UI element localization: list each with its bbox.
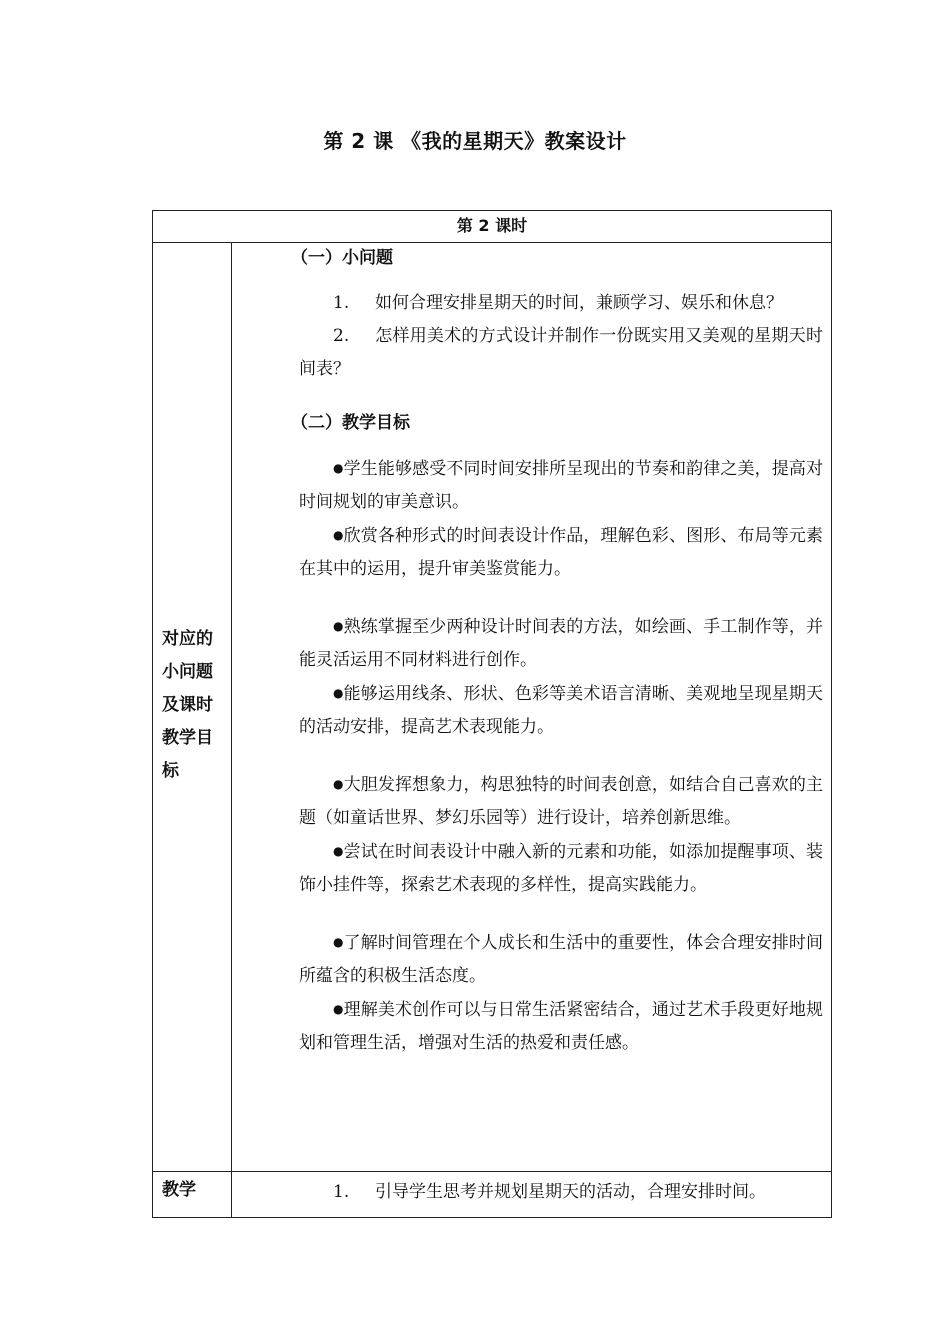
- question-number: 1.: [333, 293, 350, 313]
- question-text: 如何合理安排星期天的时间，兼顾学习、娱乐和休息？: [375, 293, 783, 313]
- goal-text: 理解美术创作可以与日常生活紧密结合，通过艺术手段更好地规划和管理生活，增强对生活的热爱和责任感。: [299, 1000, 823, 1053]
- bullet-icon: ●: [333, 461, 344, 475]
- row-label-objectives: 对应的小问题及课时教学目标: [162, 629, 213, 781]
- table-header-lesson-period: 第 2 课时: [153, 211, 831, 243]
- question-text: 怎样用美术的方式设计并制作一份既实用又美观的星期天时间表？: [299, 326, 823, 379]
- objectives-cell: [291, 243, 823, 1060]
- bullet-icon: ●: [333, 935, 344, 949]
- teaching-item: [299, 1177, 823, 1207]
- bullet-icon: ●: [333, 777, 344, 791]
- bullet-icon: ●: [333, 619, 344, 633]
- section-title-questions: （一）小问题: [291, 248, 393, 268]
- bullet-icon: ●: [333, 844, 344, 858]
- goal-item: [299, 768, 823, 835]
- goal-item: [299, 610, 823, 677]
- question-number: 2.: [333, 326, 350, 346]
- bullet-icon: ●: [333, 686, 344, 700]
- goal-text: 熟练掌握至少两种设计时间表的方法，如绘画、手工制作等，并能灵活运用不同材料进行创作。: [299, 617, 823, 670]
- question-item: [299, 320, 823, 386]
- goal-text: 学生能够感受不同时间安排所呈现出的节奏和韵律之美，提高对时间规划的审美意识。: [299, 459, 823, 512]
- goal-item: [299, 677, 823, 744]
- teaching-text: 引导学生思考并规划星期天的活动，合理安排时间。: [375, 1182, 766, 1202]
- row-label-teaching: 教学: [162, 1180, 196, 1200]
- bullet-icon: ●: [333, 1002, 344, 1016]
- goal-text: 能够运用线条、形状、色彩等美术语言清晰、美观地呈现星期天的活动安排，提高艺术表现能力。: [299, 684, 823, 737]
- document-title: 第 2 课 《我的星期天》教案设计: [323, 129, 627, 153]
- goal-text: 大胆发挥想象力，构思独特的时间表创意，如结合自己喜欢的主题（如童话世界、梦幻乐园等）进行设计，培养创新思维。: [299, 775, 823, 828]
- question-item: [299, 287, 823, 320]
- goal-text: 了解时间管理在个人成长和生活中的重要性，体会合理安排时间所蕴含的积极生活态度。: [299, 933, 823, 986]
- goal-item: [299, 519, 823, 586]
- row-divider: [153, 1171, 831, 1172]
- goal-item: [299, 452, 823, 519]
- goal-item: [299, 993, 823, 1060]
- bullet-icon: ●: [333, 528, 344, 542]
- goal-text: 欣赏各种形式的时间表设计作品，理解色彩、图形、布局等元素在其中的运用，提升审美鉴赏能力。: [299, 526, 823, 579]
- column-divider: [231, 243, 232, 1217]
- section-title-goals: （二）教学目标: [291, 413, 410, 433]
- goal-item: [299, 835, 823, 902]
- goal-item: [299, 926, 823, 993]
- goal-text: 尝试在时间表设计中融入新的元素和功能，如添加提醒事项、装饰小挂件等，探索艺术表现的多样性，提高实践能力。: [299, 842, 823, 895]
- teaching-number: 1.: [333, 1182, 350, 1202]
- lesson-plan-table: [152, 210, 832, 1218]
